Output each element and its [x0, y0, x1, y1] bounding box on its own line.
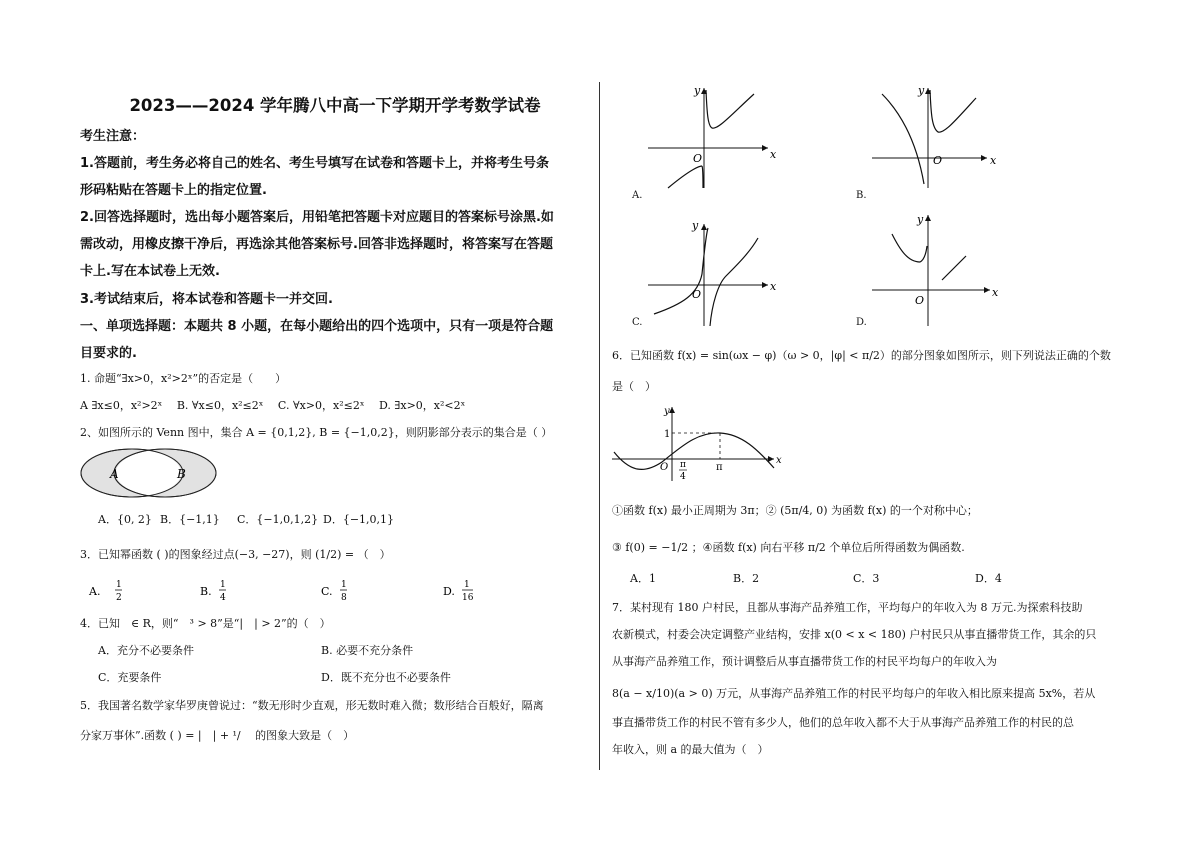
q1-options: A ∃x≤0，x²>2ˣ B. ∀x≤0，x²≤2ˣ C. ∀x>0，x²≤2ˣ D. ∃x>0，x²<2ˣ — [80, 399, 466, 412]
q6-stem-line2: 是（ ） — [612, 380, 656, 393]
q6-stem-line1: 6．已知函数 f(x) = sin(ωx − φ)（ω > 0，|φ| < π/2）的部分图象如图所示，则下列说法正确的个数 — [612, 349, 1111, 362]
svg-text:1: 1 — [664, 429, 671, 440]
svg-text:x: x — [770, 280, 777, 293]
graph-d — [872, 210, 1012, 330]
svg-text:1: 1 — [220, 580, 226, 590]
notice-item1-line1: 1.答题前，考生务必将自己的姓名、考生号填写在试卷和答题卡上，并将考生号条 — [80, 156, 549, 171]
svg-text:O: O — [693, 152, 703, 165]
q2-option-a: A．{0, 2} — [98, 513, 152, 526]
q7-line3: 从事海产品养殖工作，预计调整后从事直播带货工作的村民平均每户的年收入为 — [612, 655, 997, 668]
graph-b — [872, 84, 1012, 189]
q4-option-b: B. 必要不充分条件 — [321, 644, 414, 657]
page-title: 2023——2024 学年腾八中高一下学期开学考数学试卷 — [129, 96, 541, 115]
q7-line1: 7．某村现有 180 户村民，且都从事海产品养殖工作，平均每户的年收入为 8 万元.为探索科技助 — [612, 601, 1083, 614]
q3-options — [80, 576, 500, 606]
svg-text:O: O — [660, 462, 669, 473]
q6-option-c: C．3 — [853, 572, 880, 585]
q3-option-a — [88, 580, 122, 603]
svg-text:π: π — [680, 460, 686, 470]
svg-text:O: O — [933, 154, 943, 167]
notice-item3: 3.考试结束后，将本试卷和答题卡一并交回. — [80, 292, 333, 307]
graph-c — [648, 214, 788, 329]
q6-sine-graph — [612, 402, 787, 482]
q6-option-b: B．2 — [733, 572, 760, 585]
svg-text:y: y — [694, 84, 701, 97]
svg-text:x: x — [992, 286, 999, 299]
q7-line2: 农新模式，村委会决定调整产业结构，安排 x(0 < x < 180) 户村民只从事直播带货工作，其余的只 — [612, 628, 1097, 641]
q4-stem: 4．已知 ∈ R，则“ ³ > 8”是“| | > 2”的（ ） — [80, 617, 331, 630]
q6-option-d: D．4 — [975, 572, 1002, 585]
svg-text:x: x — [770, 148, 777, 161]
notice-item2-line3: 卡上.写在本试卷上无效. — [80, 264, 220, 279]
svg-text:8: 8 — [341, 593, 347, 603]
svg-text:O: O — [915, 294, 925, 307]
graph-c-label: C. — [632, 317, 643, 328]
svg-text:D.: D. — [443, 585, 455, 598]
section1-line1: 一、单项选择题：本题共 8 小题，在每小题给出的四个选项中，只有一项是符合题 — [80, 319, 554, 334]
svg-text:1: 1 — [116, 580, 122, 590]
q6-statements-line1: ①函数 f(x) 最小正周期为 3π；② (5π/4, 0) 为函数 f(x) 的一个对称中心； — [612, 504, 978, 517]
q3-option-b — [200, 580, 226, 603]
q7-line4: 8(a − x/10)(a > 0) 万元，从事海产品养殖工作的村民平均每户的年收入相比原来提高 5x%，若从 — [612, 687, 1096, 700]
svg-text:4: 4 — [680, 472, 686, 482]
svg-text:x: x — [990, 154, 997, 167]
notice-item2-line2: 需改动，用橡皮擦干净后，再选涂其他答案标号.回答非选择题时，将答案写在答题 — [80, 237, 553, 252]
q7-line6: 年收入，则 a 的最大值为（ ） — [612, 743, 769, 756]
graph-b-label: B. — [856, 190, 867, 201]
notice-item1-line2: 形码粘贴在答题卡上的指定位置. — [80, 183, 267, 198]
q4-option-c: C．充要条件 — [98, 671, 162, 684]
graph-a — [648, 84, 788, 189]
svg-text:B.: B. — [200, 585, 212, 598]
svg-text:y: y — [692, 219, 699, 232]
section1-line2: 目要求的. — [80, 346, 137, 361]
svg-text:π: π — [716, 462, 723, 473]
graph-d-label: D. — [856, 317, 867, 328]
q1-stem: 1. 命题“∃x>0，x²>2ˣ”的否定是（ ） — [80, 372, 287, 385]
q5-line2: 分家万事休”.函数 ( ) = | | + ¹/ 的图象大致是（ ） — [80, 729, 355, 742]
svg-text:4: 4 — [220, 593, 226, 603]
q4-option-d: D．既不充分也不必要条件 — [321, 671, 451, 684]
svg-text:A.: A. — [89, 585, 101, 598]
svg-text:x: x — [776, 455, 782, 466]
q2-option-d: D．{−1,0,1} — [323, 513, 395, 526]
q3-option-c — [321, 580, 347, 603]
svg-text:2: 2 — [116, 593, 122, 603]
svg-text:y: y — [917, 213, 924, 226]
svg-text:O: O — [692, 288, 702, 301]
notice-heading: 考生注意： — [80, 129, 146, 144]
svg-text:16: 16 — [462, 593, 474, 603]
q4-option-a: A．充分不必要条件 — [98, 644, 194, 657]
column-divider — [599, 82, 600, 770]
q3-option-d — [443, 580, 474, 603]
q2-option-b: B．{−1,1} — [160, 513, 220, 526]
svg-text:1: 1 — [464, 580, 470, 590]
notice-item2-line1: 2.回答选择题时，选出每小题答案后，用铅笔把答题卡对应题目的答案标号涂黑.如 — [80, 210, 554, 225]
q6-option-a: A．1 — [630, 572, 656, 585]
q2-stem: 2、如图所示的 Venn 图中，集合 A = {0,1,2}, B = {−1,0,2}，则阴影部分表示的集合是（ ） — [80, 426, 553, 439]
svg-text:y: y — [918, 84, 925, 97]
q5-line1: 5．我国著名数学家华罗庚曾说过：“数无形时少直观，形无数时难入微；数形结合百般好，隔离 — [80, 699, 544, 712]
graph-a-label: A. — [632, 190, 643, 201]
q3-stem: 3．已知幂函数 ( )的图象经过点(−3, −27)，则 (1/2) = （ ） — [80, 548, 391, 561]
q7-line5: 事直播带货工作的村民不管有多少人，他们的总年收入都不大于从事海产品养殖工作的村民的总 — [612, 716, 1074, 729]
q2-option-c: C．{−1,0,1,2} — [237, 513, 319, 526]
svg-text:y: y — [664, 406, 670, 417]
q6-statements-line2: ③ f(0) = −1/2 ；④函数 f(x) 向右平移 π/2 个单位后所得函数为偶函数. — [612, 541, 965, 554]
svg-text:C.: C. — [321, 585, 333, 598]
svg-text:1: 1 — [341, 580, 347, 590]
venn-label-b: B — [177, 467, 186, 481]
venn-label-a: A — [110, 467, 119, 481]
venn-diagram — [80, 447, 220, 501]
